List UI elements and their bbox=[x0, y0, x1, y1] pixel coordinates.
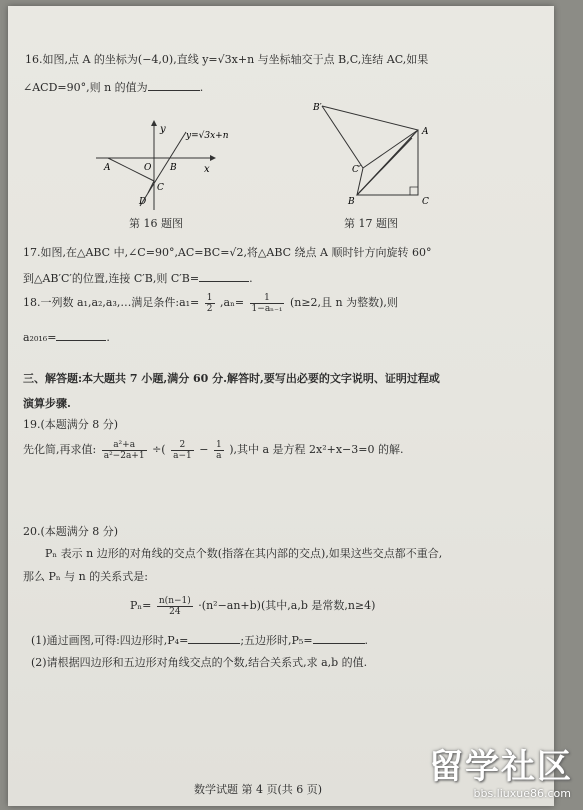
q20-line1: Pₙ 表示 n 边形的对角线的交点个数(指落在其内部的交点),如果这些交点都不重合, bbox=[45, 547, 443, 560]
watermark-url: bbs.liuxue86.com bbox=[473, 787, 571, 800]
fig16-O-label: O bbox=[144, 163, 152, 173]
q18-frac1-den: 2 bbox=[206, 303, 213, 314]
q19-frac2 bbox=[171, 440, 194, 461]
q18-part3: (n≥2,且 n 为整数),则 bbox=[289, 296, 398, 309]
q18-line2-end: . bbox=[106, 331, 110, 344]
q20-sub1-c: . bbox=[364, 634, 369, 647]
q20-formula-post: ·(n²−an+b)(其中,a,b 是常数,n≥4) bbox=[198, 599, 376, 612]
watermark-logo bbox=[423, 748, 573, 804]
q20-frac-num: n(n−1) bbox=[158, 595, 191, 606]
q20-formula bbox=[130, 594, 375, 618]
q18-part2: ,aₙ= bbox=[220, 296, 245, 309]
q18-frac2-den: 1−aₙ₋₁ bbox=[251, 303, 283, 314]
q19-frac1-den: a²−2a+1 bbox=[103, 450, 145, 461]
fig16-B-label: B bbox=[170, 163, 177, 173]
fig16-y-label: y bbox=[160, 124, 166, 135]
q19-head: 19.(本题满分 8 分) bbox=[23, 418, 119, 431]
q19-part2: ),其中 a 是方程 2x²+x−3=0 的解. bbox=[229, 443, 404, 456]
exam-page bbox=[8, 6, 554, 806]
fig17-Cprime-label: C′ bbox=[352, 165, 361, 175]
q20-head: 20.(本题满分 8 分) bbox=[23, 525, 119, 538]
q19-frac2-num: 2 bbox=[171, 440, 194, 451]
q17-line1: 17.如图,在△ABC 中,∠C=90°,AC=BC=√2,将△ABC 绕点 A 顺时针方向旋转 60° bbox=[23, 246, 432, 259]
q16-line2-end: . bbox=[199, 81, 204, 94]
q16-line2 bbox=[23, 80, 203, 95]
page-footer: 数学试题 第 4 页(共 6 页) bbox=[194, 783, 323, 796]
fig16-x-label: x bbox=[204, 164, 210, 175]
q18-answer-blank bbox=[56, 330, 106, 341]
q19-frac3 bbox=[214, 440, 224, 461]
q18-frac1 bbox=[205, 293, 215, 314]
q19-frac1 bbox=[102, 440, 147, 461]
q20-sub1-b: ;五边形时,P₅= bbox=[240, 634, 313, 647]
q20-formula-pre: Pₙ= bbox=[130, 599, 152, 612]
fig16-C-label: C bbox=[157, 183, 164, 193]
section3-line1: 三、解答题:本大题共 7 小题,满分 60 分.解答时,要写出必要的文字说明、证明过程或 bbox=[23, 372, 440, 385]
fig17-caption: 第 17 题图 bbox=[344, 217, 398, 230]
q19-frac3-den: a bbox=[216, 450, 222, 461]
q19-part1: 先化简,再求值: bbox=[23, 443, 97, 456]
q20-sub1 bbox=[31, 633, 368, 648]
q20-sub1-a: (1)通过画图,可得:四边形时,P₄= bbox=[31, 634, 189, 647]
q16-answer-blank bbox=[148, 80, 200, 91]
q18-line1 bbox=[23, 292, 398, 314]
q17-line2-text: 到△AB′C′的位置,连接 C′B,则 C′B= bbox=[23, 272, 200, 285]
fig16-A-label: A bbox=[104, 163, 111, 173]
q16-line2-text: ∠ACD=90°,则 n 的值为 bbox=[23, 81, 148, 94]
q17-line2 bbox=[23, 271, 253, 286]
section3-line2: 演算步骤. bbox=[23, 397, 71, 410]
fig17-A-label: A bbox=[422, 127, 429, 137]
q19-frac2-den: a−1 bbox=[173, 450, 192, 461]
q16-line1: 16.如图,点 A 的坐标为(−4,0),直线 y=√3x+n 与坐标轴交于点 B,C,连结 AC,如果 bbox=[25, 53, 429, 66]
q18-frac1-num: 1 bbox=[206, 292, 213, 303]
fig17-C-label: C bbox=[422, 197, 429, 207]
q20-p4-blank bbox=[188, 633, 240, 644]
q19-frac1-num: a²+a bbox=[102, 440, 147, 451]
q17-answer-blank bbox=[199, 271, 249, 282]
fig17-B-label: B bbox=[348, 197, 355, 207]
fig16-caption: 第 16 题图 bbox=[129, 217, 183, 230]
q20-p5-blank bbox=[313, 633, 365, 644]
fig17-Bprime-label: B′ bbox=[313, 103, 322, 113]
fig16-D-label: D bbox=[139, 197, 147, 207]
q20-line2: 那么 Pₙ 与 n 的关系式是: bbox=[23, 570, 148, 583]
q18-frac2-num: 1 bbox=[250, 293, 285, 304]
q19-minus: − bbox=[199, 443, 209, 456]
figure-16 bbox=[94, 118, 229, 214]
q20-frac-den: 24 bbox=[169, 606, 181, 617]
fig16-line-label: y=√3x+n bbox=[186, 131, 229, 141]
q18-line2-text: a₂₀₁₆= bbox=[23, 331, 57, 344]
figure-17 bbox=[314, 100, 440, 210]
watermark-main-text: 留学社区 bbox=[429, 747, 573, 787]
q20-sub2: (2)请根据四边形和五边形对角线交点的个数,结合关系式,求 a,b 的值. bbox=[31, 656, 368, 669]
q19-frac3-num: 1 bbox=[215, 439, 222, 450]
q20-frac bbox=[157, 596, 193, 617]
q19-div: ÷( bbox=[152, 443, 166, 456]
q18-line2 bbox=[23, 330, 110, 345]
q19-body bbox=[23, 438, 403, 462]
q18-frac2 bbox=[250, 293, 285, 314]
q18-part1: 18.一列数 a₁,a₂,a₃,…满足条件:a₁= bbox=[23, 296, 200, 309]
q17-line2-end: . bbox=[249, 272, 253, 285]
